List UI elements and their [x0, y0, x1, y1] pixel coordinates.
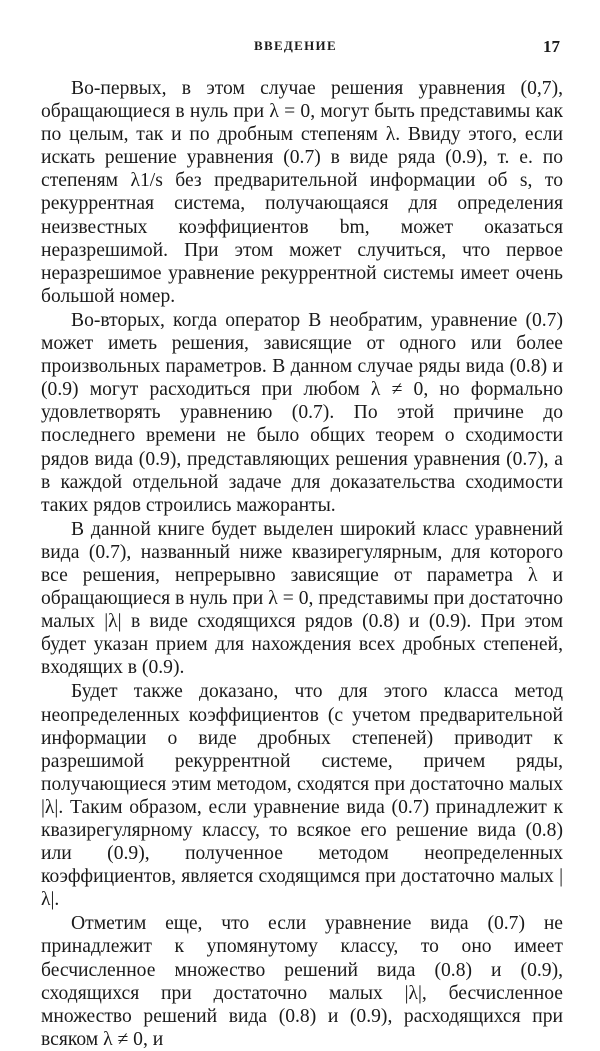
- paragraph-first-point: Во-первых, в этом случае решения уравнения (0,7), обращающиеся в нуль при λ = 0, могут быть представимы как по целым, так и по дробным степеням λ. Ввиду этого, если искать решение уравнения (0.7) в виде ряда (0.9), т. е. по степеням λ1/s без предварительной информации об s, то рекуррентная система, получающаяся для определения неизвестных коэффициентов bm, может оказаться неразрешимой. При этом может случиться, что первое неразрешимое уравнение рекуррентной системы имеет очень большой номер.: [41, 78, 563, 307]
- paragraph-quasiregular-class: В данной книге будет выделен широкий класс уравнений вида (0.7), названный ниже квазирегулярным, для которого все решения, непрерывно зависящие от параметра λ и обращающиеся в нуль при λ = 0, представимы при достаточно малых |λ| в виде сходящихся рядов (0.8) и (0.9). При этом будет указан прием для нахождения всех дробных степеней, входящих в (0.9).: [41, 518, 563, 679]
- paragraph-undetermined-coefficients: Будет также доказано, что для этого класса метод неопределенных коэффициентов (с учетом предварительной информации о виде дробных степеней) приводит к разрешимой рекуррентной системе, причем ряды, получающиеся этим методом, сходятся при достаточно малых |λ|. Таким образом, если уравнение вида (0.7) принадлежит к квазирегулярному классу, то всякое его решение вида (0.8) или (0.9), полученное методом неопределенных коэффициентов, является сходящимся при достаточно малых |λ|.: [41, 681, 563, 911]
- running-head: [0, 38, 600, 60]
- page-number: 17: [543, 37, 560, 56]
- body-text: [41, 77, 563, 1051]
- chapter-title: ВВЕДЕНИЕ: [254, 38, 337, 53]
- paragraph-remark: Отметим еще, что если уравнение вида (0.7) не принадлежит к упомянутому классу, то оно имеет бесчисленное множество решений вида (0.8) и (0.9), сходящихся при достаточно малых |λ|, бесчисленное множество решений вида (0.8) и (0.9), расходящихся при всяком λ ≠ 0, и: [41, 913, 563, 1050]
- paragraph-second-point: Во-вторых, когда оператор B необратим, уравнение (0.7) может иметь решения, зависящие от одного или более произвольных параметров. В данном случае ряды вида (0.8) и (0.9) могут расходиться при любом λ ≠ 0, но формально удовлетворять уравнению (0.7). По этой причине до последнего времени не было общих теорем о сходимости рядов вида (0.9), представляющих решения уравнения (0.7), а в каждой отдельной задаче для доказательства сходимости таких рядов строились мажоранты.: [41, 309, 563, 516]
